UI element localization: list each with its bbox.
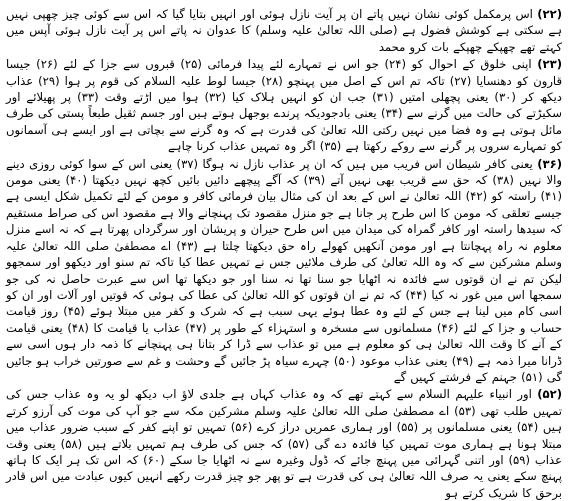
paragraph-text: اور انبیاء علیہم السلام سے کہتے تھے کہ وہ عذاب کہاں ہے جلدی لاؤ اب دیکھ لو یہ وہ عذاب جس کی تمہیں طلب تھی (۵۳) اے مصطفیٰ صلی اللہ تعالیٰ علیہ وسلم مشرکین مکہ سے جو آپ کی موت کی آرزو کرتے ہیں (۵۴) یعنی مسلمانوں پر (۵۵) اور ہماری عمریں دراز کرے (۵۶) تمہیں تو اپنے کفر کے سبب ضرور عذاب میں مبتلا ہونا ہے ہماری موت تمہیں کیا فائدہ دے گی (۵۷) کہ جس کی طرف ہم تمہیں بلاتے ہیں (۵۸) یعنی وقت عذاب (۵۹) اور اتنی گہرائی میں پہنچ جائے کہ ڈول وغیرہ سے نہ اٹھایا جا سکے (۶۰) کہ اس تک ہر ایک کا ہاتھ پہنچ سکے یعنی یہ صرف اللہ تعالیٰ ہی کی قدرت ہے تو پھر جو چیز قدرت رکھے انہیں کیوں عبادت میں اس قادر برحق کا شریک کرتے ہو [6,387,563,500]
note-number: (۲۲) [537,7,562,21]
footnote-paragraph-4 [6,386,562,501]
note-number: (۳۶) [537,156,563,171]
paragraph-text: اس پرمکمل کوئی نشان نہیں پاتے ان پر آیت نازل ہوئی اور انہیں بتایا گیا کہ اس سے کوئی چیز چھپی نہیں ہے سکتی ہے کوشش فضول ہے (صلی اللہ تعالیٰ علیہ وسلم) کا عدوان نہ پاتے اس پر آیت نازل ہوئی آپس میں کہتے تھے چھپکے چھپکے بات کرو محمد [6,7,562,54]
footnote-paragraph-3 [6,156,562,386]
urdu-text-page [6,6,563,500]
note-number: (۵۲) [537,387,563,402]
paragraph-text: اپنی خلوق کے احوال کو (۲۴) جو اس نے تمہارے لئے پیدا فرمائی (۲۵) قبروں سے جزا کے لئے (۲۶) جیسا قارون کو دھنسایا (۲۷) تاکہ تم اس کے اصل میں پہنچو (۲۸) جیسا لوط علیہ السلام کی قوم پر ہوا (۲۹) عذاب دیکھ کر (۳۰) یعنی پچھلی امتیں (۳۱) جب ان کو انہیں ہلاک کیا (۳۲) ہوا میں اڑتے وقت (۳۳) پر پھیلائے اور سکیڑتے کی حالت میں گرنے سے (۳۴) یعنی بادجودیکہ پرندے بوجھل ہوتے ہیں اور جسم ثقیل طبعاً پستی کی طرف مائل ہوتی ہے وہ فضا میں نہیں رکتی اللہ تعالیٰ کی قدرت ہے کہ وہ گرنے سے بچاتی ہے اور ایسے ہی آسمانوں کو تمہارے سروں پر گرنے سے روکے رکھتا ہے (۳۵) اگر وہ تمہیں عذاب کرنا چاہے [6,57,562,154]
footnote-paragraph-1 [6,6,562,55]
footnote-paragraph-2 [6,56,562,154]
paragraph-text: یعنی کافر شیطان اس فریب میں ہیں کہ ان پر عذاب نازل نہ ہوگا (۳۷) یعنی اس کے سوا کوئی روزی دینے والا نہیں (۳۸) کہ حق سے قریب بھی نہیں آتے (۳۹) کہ آگے پیچھے دائیں بائیں کچھ نہیں دیکھتا (۴۰) یعنی مومن (۴۱) راستہ کو (۴۲) اللہ تعالیٰ نے اس کے بعد ان کی مثال بیان فرمائی کافر و مومن کے لئے تکمیل شکل ایسی ہے جیسے تعلقی کہ مومن کا اس طرح پر جانا ہے جو منزل مقصود تک پہنچانے والا ہے مقصود اس کی صراط مستقیم کہ سیدھا راستہ اور کافر گمراہ کی میدان میں اس طرح حیران و پریشان اور سرگرداں پھرتا ہے کہ نہ اسے منزل معلوم نہ راہ پہچانتا ہے اور مومن آنکھیں کھولے راہ حق دیکھتا چلتا ہے (۴۳) اے مصطفیٰ صلی اللہ تعالیٰ علیہ وسلم مشرکین سے کہ وہ اللہ تعالیٰ کی طرف ملائیں جس نے تمہیں عطا کیا تاکہ تم سنو اور دیکھو اور سمجھو لیکن تم نے ان قوتوں سے فائدہ نہ اٹھایا جو سنا تھا نہ سنا اور جو دیکھا تھا اس سے عبرت حاصل نہ کی جو سمجھا اس میں غور نہ کیا (۴۴) کہ تم نے ان قوتوں کو اللہ تعالیٰ کی عطا کی ہوئی کہ قوتیں اور آلات اور ان کو اسی کام میں لینا ہے جس کے لئے وہ عطا ہوئے یہی سبب ہے کہ شرک و کفر میں مبتلا ہوئے (۴۵) روز قیامت حساب و جزا کے لئے (۴۶) مسلمانوں سے مسخرہ و استہزاء کے طور پر (۴۷) عذاب یا قیامت کا (۴۸) یعنی قیامت کے آنے کا وقت اللہ تعالیٰ ہی کو معلوم ہے میں تو عذاب سے ڈرا کر بتانا ہی پہنچانے کا ذمہ دار ہوں اسی سے ڈرانا میرا ذمہ ہے (۴۹) یعنی عذاب موعود (۵۰) چہرے سیاہ پڑ جائیں گے وحشت و غم سے صورتیں خراب ہو جائیں گی (۵۱) جہنم کے فرشتے کہیں گے [6,156,563,384]
note-number: (۲۳) [537,57,562,72]
